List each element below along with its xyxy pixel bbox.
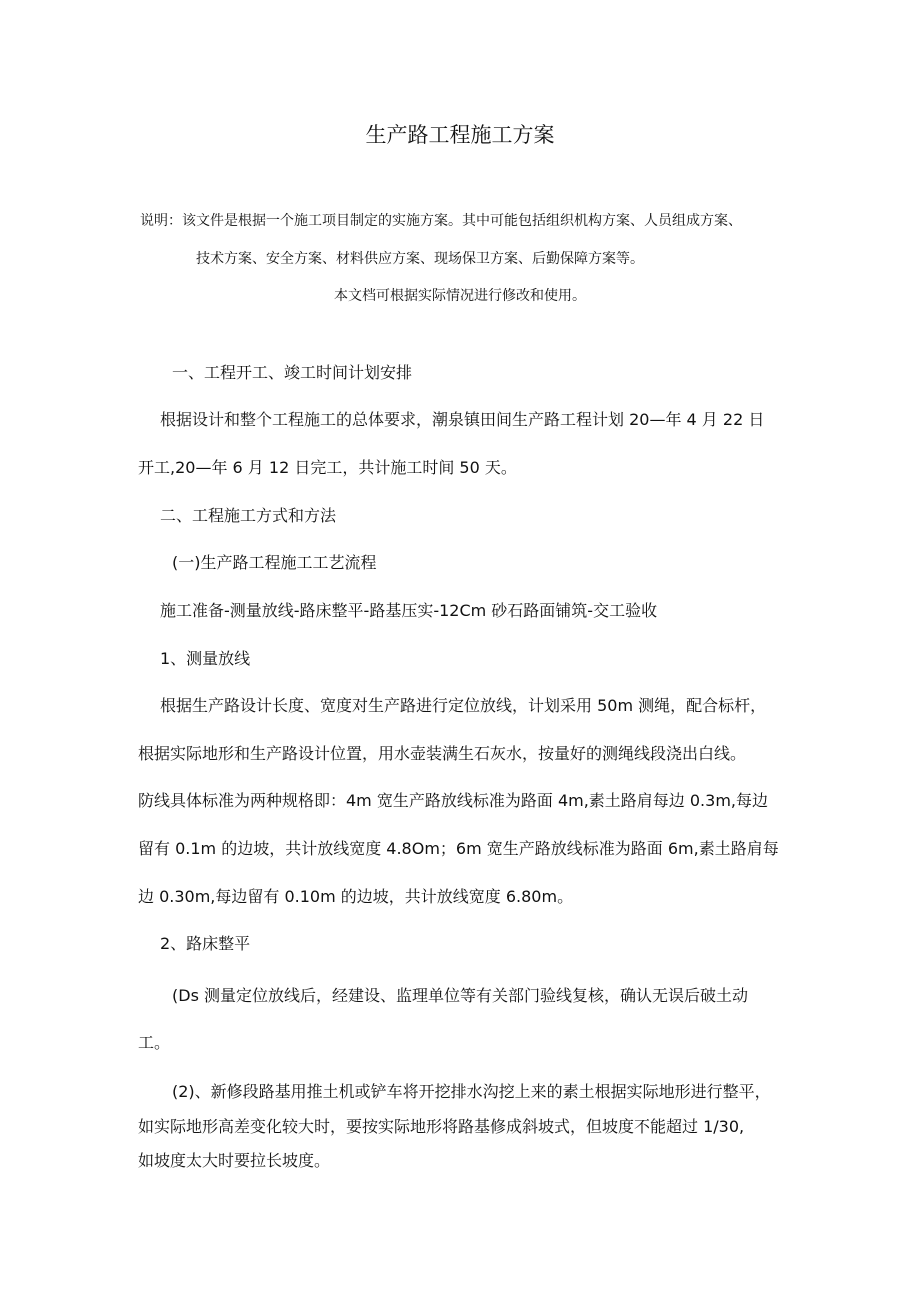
item-2-para-2-line-3: 如坡度太大时要拉长坡度。 xyxy=(138,1151,331,1170)
item-2-para-2-line-2: 如实际地形高差变化较大时，要按实际地形将路基修成斜坡式，但坡度不能超过 1/30, xyxy=(138,1117,745,1136)
item-1-line-2: 根据实际地形和生产路设计位置，用水壶装满生石灰水，按量好的测绳线段浇出白线。 xyxy=(138,744,747,763)
item-1-line-5: 边 0.30m,每边留有 0.10m 的边坡，共计放线宽度 6.80m。 xyxy=(138,887,574,906)
item-2-para-1-line-2: 工。 xyxy=(138,1033,171,1052)
document-title: 生产路工程施工方案 xyxy=(365,123,555,147)
process-flow: 施工准备-测量放线-路床整平-路基压实-12Cm 砂石路面铺筑-交工验收 xyxy=(160,601,658,620)
item-2-para-2-line-1: (2)、新修段路基用推土机或铲车将开挖排水沟挖上来的素土根据实际地形进行整平， xyxy=(172,1082,771,1101)
section-1-heading: 一、工程开工、竣工时间计划安排 xyxy=(172,363,413,382)
section-1-paragraph-line-2: 开工,20—年 6 月 12 日完工，共计施工时间 50 天。 xyxy=(138,458,517,477)
section-2-sub-heading: (一)生产路工程施工工艺流程 xyxy=(172,553,377,572)
item-1-heading: 1、测量放线 xyxy=(160,649,251,668)
item-1-line-4: 留有 0.1m 的边坡，共计放线宽度 4.8Om；6m 宽生产路放线标准为路面 6m,素土路肩每 xyxy=(138,839,779,858)
note-line-3: 本文档可根据实际情况进行修改和使用。 xyxy=(334,288,586,304)
item-1-line-1: 根据生产路设计长度、宽度对生产路进行定位放线，计划采用 50m 测绳，配合标杆， xyxy=(160,696,767,715)
item-2-para-1-line-1: (Ds 测量定位放线后，经建设、监理单位等有关部门验线复核，确认无误后破土动 xyxy=(172,986,748,1005)
note-line-1: 说明：该文件是根据一个施工项目制定的实施方案。其中可能包括组织机构方案、人员组成方案、 xyxy=(140,213,742,229)
item-1-line-3: 防线具体标准为两种规格即：4m 宽生产路放线标准为路面 4m,素土路肩每边 0.3m,每边 xyxy=(138,791,768,810)
section-1-paragraph-line-1: 根据设计和整个工程施工的总体要求，潮泉镇田间生产路工程计划 20—年 4 月 22 日 xyxy=(160,410,765,429)
note-line-2: 技术方案、安全方案、材料供应方案、现场保卫方案、后勤保障方案等。 xyxy=(196,251,644,267)
section-2-heading: 二、工程施工方式和方法 xyxy=(160,506,337,525)
item-2-heading: 2、路床整平 xyxy=(160,934,251,953)
